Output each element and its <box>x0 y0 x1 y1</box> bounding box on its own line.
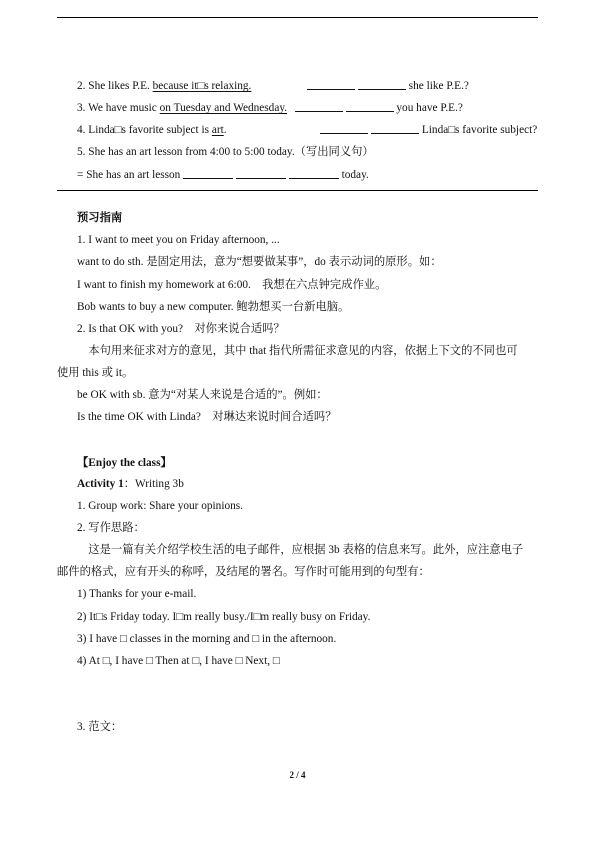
exercise-4: 4. Linda□s favorite subject is art. Linda□s favorite subject? <box>77 124 538 136</box>
answer-blank[interactable] <box>183 168 233 179</box>
enjoy-line: 这是一篇有关介绍学校生活的电子邮件，应根据 3b 表格的信息来写。此外，应注意电子 <box>77 544 524 556</box>
answer-blank[interactable] <box>371 123 419 134</box>
preview-line: Is the time OK with Linda? 对琳达来说时间合适吗？ <box>77 411 337 423</box>
page-number: 2 / 4 <box>289 770 306 780</box>
enjoy-line: 3) I have □ classes in the morning and □ in the afternoon. <box>77 633 337 645</box>
answer-blank[interactable] <box>307 79 355 90</box>
enjoy-line: 3. 范文： <box>77 721 123 733</box>
preview-line: 使用 this 或 it。 <box>57 367 134 379</box>
answer-blank[interactable] <box>295 101 343 112</box>
enjoy-line: 1. Group work: Share your opinions. <box>77 500 243 512</box>
preview-heading: 预习指南 <box>77 212 123 224</box>
enjoy-heading: 【Enjoy the class】 <box>77 457 172 469</box>
enjoy-line: 1) Thanks for your e-mail. <box>77 588 197 600</box>
preview-line: Bob wants to buy a new computer. 鲍勃想买一台新电脑。 <box>77 301 350 313</box>
preview-line: 1. I want to meet you on Friday afternoon, ... <box>77 234 280 246</box>
exercise-5-answer: = She has an art lesson today. <box>77 169 369 181</box>
preview-line: be OK with sb. 意为“对某人来说是合适的”。例如： <box>77 389 328 401</box>
top-rule <box>57 17 538 18</box>
preview-line: 本句用来征求对方的意见，其中 that 指代所需征求意见的内容，依据上下文的不同也可 <box>77 345 518 357</box>
preview-line: I want to finish my homework at 6:00. 我想在六点钟完成作业。 <box>77 279 387 291</box>
exercise-3: 3. We have music on Tuesday and Wednesday. you have P.E.? <box>77 102 463 114</box>
answer-blank[interactable] <box>320 123 368 134</box>
preview-line: want to do sth. 是固定用法，意为“想要做某事”，do 表示动词的原形。如： <box>77 256 442 268</box>
exercise-5: 5. She has an art lesson from 4:00 to 5:00 today.（写出同义句） <box>77 146 374 158</box>
preview-line: 2. Is that OK with you? 对你来说合适吗？ <box>77 323 285 335</box>
enjoy-line: 4) At □, I have □ Then at □, I have □ Next, □ <box>77 655 280 667</box>
answer-blank[interactable] <box>236 168 286 179</box>
enjoy-line: 2) It□s Friday today. I□m really busy./I□m really busy on Friday. <box>77 611 371 623</box>
answer-blank[interactable] <box>346 101 394 112</box>
answer-blank[interactable] <box>289 168 339 179</box>
enjoy-line: 邮件的格式，应有开头的称呼，及结尾的署名。写作时可能用到的句型有： <box>57 566 430 578</box>
section-rule <box>57 190 538 191</box>
answer-blank[interactable] <box>358 79 406 90</box>
activity-title: Activity 1：Writing 3b <box>77 478 184 490</box>
exercise-2: 2. She likes P.E. because it□s relaxing. she like P.E.? <box>77 80 469 92</box>
enjoy-line: 2. 写作思路： <box>77 522 145 534</box>
